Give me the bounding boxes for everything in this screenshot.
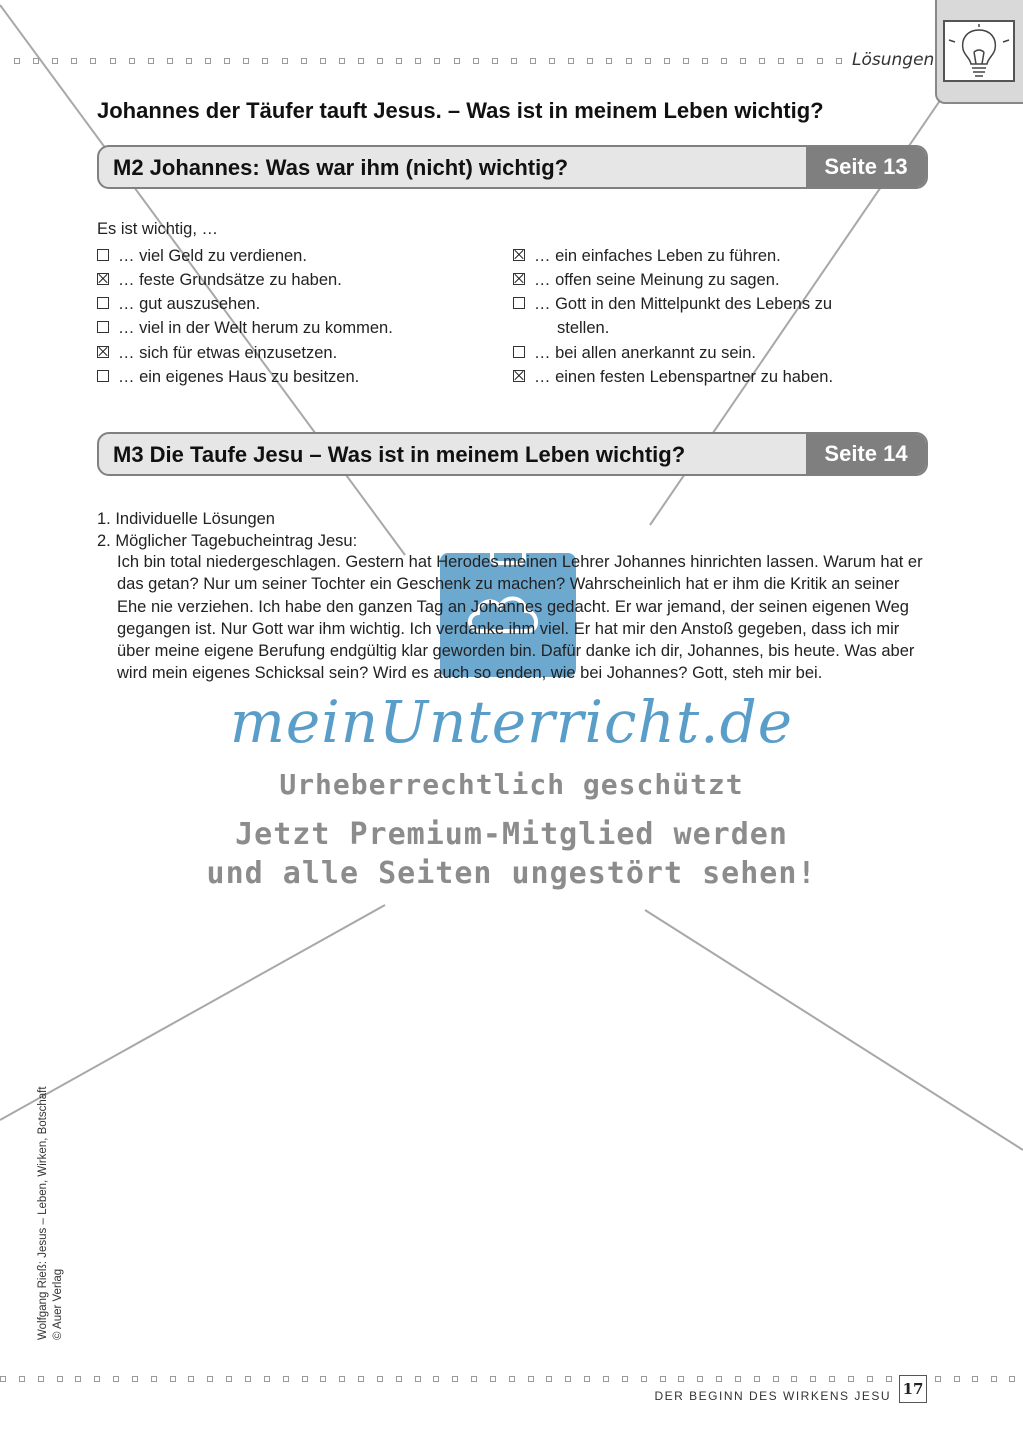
watermark-copyright: Urheberrechtlich geschützt (279, 768, 744, 801)
corner-label: Lösungen (852, 50, 935, 70)
checklist-item-text: … viel in der Welt herum zu kommen. (118, 319, 393, 337)
checklist-item (513, 341, 756, 365)
checklist-item (513, 244, 781, 268)
checklist-item (513, 268, 780, 292)
checklist-item-continuation (557, 316, 609, 340)
checkbox-icon (513, 297, 525, 309)
checklist-item-text: … bei allen anerkannt zu sein. (534, 344, 756, 362)
checklist-item (513, 292, 832, 316)
side-credit (36, 1086, 66, 1340)
section-title-m2: M2 Johannes: Was war ihm (nicht) wichtig? (113, 155, 569, 180)
checked-checkbox-icon (513, 273, 525, 285)
section-page-m2: Seite 13 (806, 147, 926, 187)
checklist-item-text: … einen festen Lebenspartner zu haben. (534, 368, 834, 386)
m2-intro: Es ist wichtig, … (97, 220, 219, 238)
checkbox-icon (97, 297, 109, 309)
credit-publisher: © Auer Verlag (52, 1268, 64, 1340)
diary-entry: Ich bin total niedergeschlagen. Gestern hat Herodes meinen Lehrer Johannes hinrichten lassen. Warum hat er das getan? Nur um seiner Tochter ein Geschenk zu machen? Wahrscheinlich hat er ihm die Kritik an seiner Ehe nie verziehen. Ich habe den ganzen Tag an Johannes gedacht. Er war jemand, der seinen eigenen Weg gegangen ist. Nur Gott war ihm wichtig. Ich verdanke ihm viel. Er hat mir den Anstoß gegeben, dass ich mir über meine eigene Berufung endgültig klar geworden bin. Dafür danke ich dir, Johannes, bis heute. Was aber wird mein eigenes Schicksal sein? Wird es auch so enden, wie bei Johannes? Gott, steh mir bei. (117, 553, 923, 683)
checklist-item (97, 292, 260, 316)
checklist-item-text: … ein eigenes Haus zu besitzen. (118, 368, 360, 386)
lightbulb-icon (943, 20, 1015, 82)
top-dotted-border (14, 58, 842, 66)
m3-item-1: 1. Individuelle Lösungen (97, 510, 275, 528)
checked-checkbox-icon (97, 346, 109, 358)
checked-checkbox-icon (513, 249, 525, 261)
checklist-item-text: … viel Geld zu verdienen. (118, 247, 307, 265)
checkbox-icon (97, 370, 109, 382)
section-page-m3: Seite 14 (806, 434, 926, 474)
watermark-brand: meinUnterricht.de (229, 688, 794, 756)
checklist-item-text: … offen seine Meinung zu sagen. (534, 271, 780, 289)
m3-item-2: 2. Möglicher Tagebucheintrag Jesu: (97, 532, 358, 550)
checked-checkbox-icon (513, 370, 525, 382)
footer-chapter: DER BEGINN DES WIRKENS JESU (654, 1389, 891, 1403)
checklist-item (97, 244, 307, 268)
checklist-item-text: … gut auszusehen. (118, 295, 261, 313)
page-title: Johannes der Täufer tauft Jesus. – Was ist in meinem Leben wichtig? (97, 98, 824, 123)
credit-author: Wolfgang Rieß: Jesus – Leben, Wirken, Botschaft (37, 1086, 49, 1340)
checklist-item (97, 341, 337, 365)
section-header-m2 (97, 145, 928, 189)
section-header-m3 (97, 432, 928, 476)
checklist-item-text: … Gott in den Mittelpunkt des Lebens zu (534, 295, 833, 313)
checklist-item-text: stellen. (557, 319, 610, 337)
checklist-item-text: … sich für etwas einzusetzen. (118, 344, 338, 362)
watermark-premium-line-2: und alle Seiten ungestört sehen! (206, 856, 817, 891)
checklist-item-text: … ein einfaches Leben zu führen. (534, 247, 781, 265)
checklist-item (97, 316, 393, 340)
checkbox-icon (97, 249, 109, 261)
section-title-m3: M3 Die Taufe Jesu – Was ist in meinem Leben wichtig? (113, 442, 686, 467)
checklist-item (97, 268, 342, 292)
watermark-premium-line-1: Jetzt Premium-Mitglied werden (235, 817, 788, 852)
checklist-item-text: … feste Grundsätze zu haben. (118, 271, 342, 289)
page-number: 17 (899, 1375, 927, 1403)
checklist-item (513, 365, 833, 389)
bottom-dotted-border-right (935, 1376, 1015, 1384)
bottom-dotted-border (0, 1376, 892, 1384)
checklist-item (97, 365, 359, 389)
checkbox-icon (97, 321, 109, 333)
checkbox-icon (513, 346, 525, 358)
checked-checkbox-icon (97, 273, 109, 285)
